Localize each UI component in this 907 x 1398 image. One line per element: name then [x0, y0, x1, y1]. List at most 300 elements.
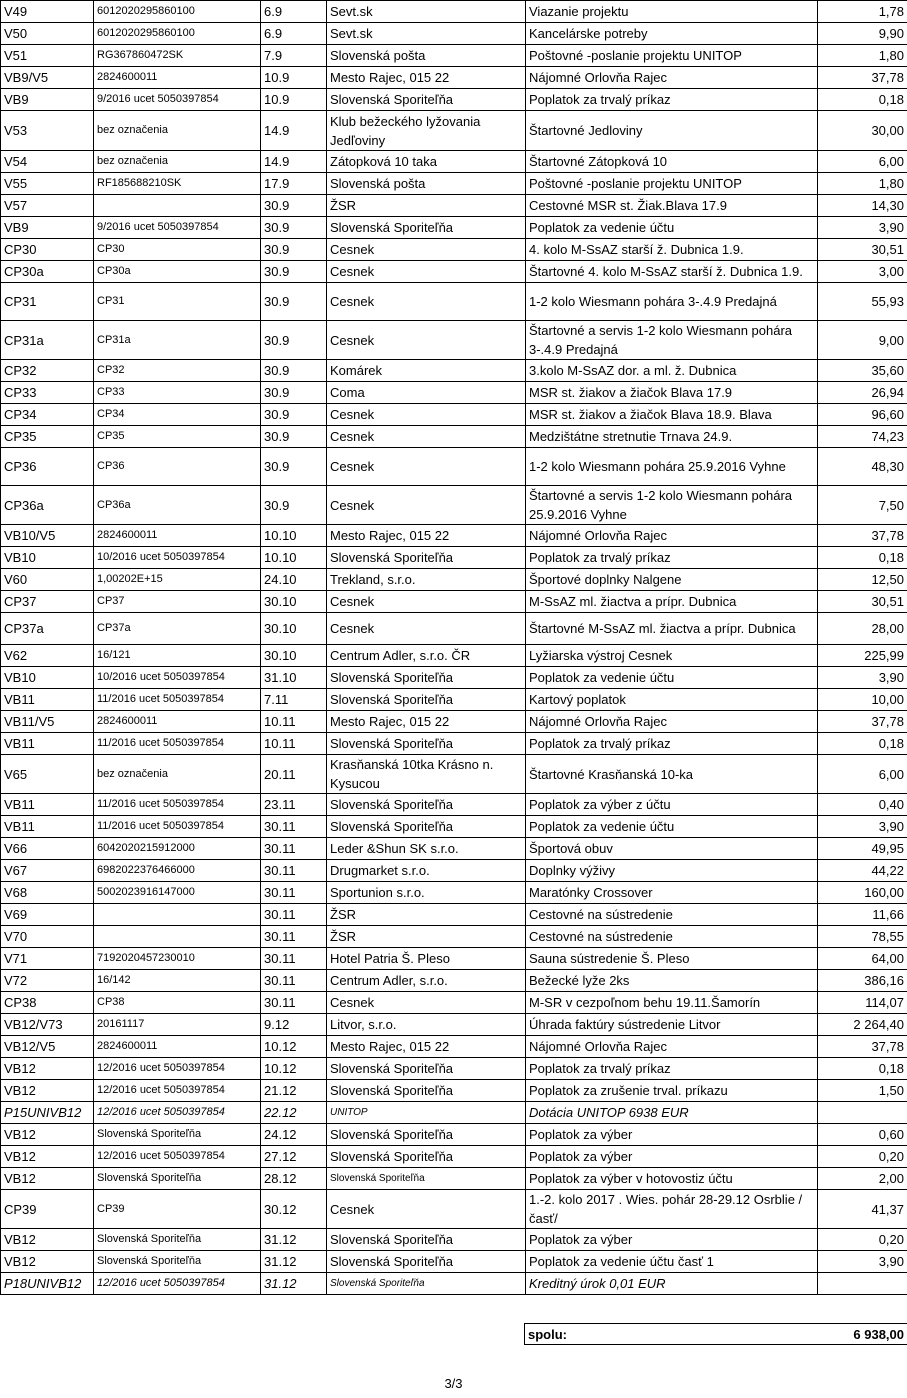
row-id: V68: [1, 882, 94, 904]
row-document: 2824600011: [94, 1036, 261, 1058]
row-id: V67: [1, 860, 94, 882]
row-id: VB10/V5: [1, 525, 94, 547]
row-date: 31.12: [261, 1251, 327, 1273]
row-description: Doplnky výživy: [526, 860, 818, 882]
row-description: M-SR v cezpoľnom behu 19.11.Šamorín: [526, 992, 818, 1014]
row-partner: Centrum Adler, s.r.o. ČR: [327, 645, 526, 667]
row-document: 2824600011: [94, 711, 261, 733]
table-row: [1, 1229, 907, 1251]
row-date: 10.9: [261, 67, 327, 89]
row-id: VB12: [1, 1168, 94, 1190]
row-date: 30.11: [261, 992, 327, 1014]
table-row: [1, 569, 907, 591]
row-document: Slovenská Sporiteľňa: [94, 1251, 261, 1273]
row-amount: 2 264,40: [818, 1014, 907, 1036]
table-row: [1, 711, 907, 733]
row-description: Štartovné Zátopková 10: [526, 151, 818, 173]
row-id: V60: [1, 569, 94, 591]
row-partner: Slovenská Sporiteľňa: [327, 1058, 526, 1080]
row-description: Nájomné Orlovňa Rajec: [526, 1036, 818, 1058]
row-description: Cestovné na sústredenie: [526, 926, 818, 948]
row-amount: 74,23: [818, 426, 907, 448]
row-partner: Mesto Rajec, 015 22: [327, 67, 526, 89]
table-row: [1, 970, 907, 992]
row-description: Poplatok za zrušenie trval. príkazu: [526, 1080, 818, 1102]
row-id: V65: [1, 755, 94, 794]
row-partner: ŽSR: [327, 904, 526, 926]
row-description: Štartovné M-SsAZ ml. žiactva a prípr. Dubnica: [526, 613, 818, 645]
row-description: Dotácia UNITOP 6938 EUR: [526, 1102, 818, 1124]
row-amount: 37,78: [818, 711, 907, 733]
row-date: 30.9: [261, 283, 327, 321]
row-date: 30.11: [261, 860, 327, 882]
row-amount: 9,00: [818, 321, 907, 360]
row-partner: Slovenská Sporiteľňa: [327, 1080, 526, 1102]
row-partner: Slovenská Sporiteľňa: [327, 1146, 526, 1168]
row-amount: 2,00: [818, 1168, 907, 1190]
row-date: 30.9: [261, 426, 327, 448]
table-row: [1, 426, 907, 448]
row-id: VB12/V73: [1, 1014, 94, 1036]
row-amount: 12,50: [818, 569, 907, 591]
row-id: V57: [1, 195, 94, 217]
table-row: [1, 1, 907, 23]
row-partner: Slovenská Sporiteľňa: [327, 733, 526, 755]
row-description: MSR st. žiakov a žiačok Blava 17.9: [526, 382, 818, 404]
row-document: 6042020215912000: [94, 838, 261, 860]
table-row: [1, 283, 907, 321]
row-partner: Slovenská Sporiteľňa: [327, 1229, 526, 1251]
row-partner: Slovenská Sporiteľňa: [327, 217, 526, 239]
row-description: Sauna sústredenie Š. Pleso: [526, 948, 818, 970]
row-amount: 64,00: [818, 948, 907, 970]
table-row: [1, 1251, 907, 1273]
row-id: CP31a: [1, 321, 94, 360]
row-amount: 30,00: [818, 111, 907, 151]
row-description: Cestovné na sústredenie: [526, 904, 818, 926]
row-document: CP30a: [94, 261, 261, 283]
table-row: [1, 23, 907, 45]
row-amount: 14,30: [818, 195, 907, 217]
row-document: RF185688210SK: [94, 173, 261, 195]
row-document: 20161117: [94, 1014, 261, 1036]
row-amount: 48,30: [818, 448, 907, 486]
row-document: 11/2016 ucet 5050397854: [94, 816, 261, 838]
table-row: [1, 948, 907, 970]
table-row: [1, 904, 907, 926]
row-partner: Slovenská Sporiteľňa: [327, 1251, 526, 1273]
row-description: Poplatok za vedenie účtu: [526, 217, 818, 239]
row-amount: 0,20: [818, 1146, 907, 1168]
row-document: 12/2016 ucet 5050397854: [94, 1058, 261, 1080]
row-partner: Cesnek: [327, 426, 526, 448]
row-date: 30.11: [261, 970, 327, 992]
row-partner: Cesnek: [327, 486, 526, 525]
table-row: [1, 613, 907, 645]
row-date: 30.9: [261, 448, 327, 486]
row-description: 3.kolo M-SsAZ dor. a ml. ž. Dubnica: [526, 360, 818, 382]
table-row: [1, 111, 907, 151]
row-document: CP38: [94, 992, 261, 1014]
row-document: bez označenia: [94, 111, 261, 151]
row-amount: 9,90: [818, 23, 907, 45]
row-amount: 0,60: [818, 1124, 907, 1146]
row-amount: 160,00: [818, 882, 907, 904]
row-description: 1.-2. kolo 2017 . Wies. pohár 28-29.12 Osrblie /časť/: [526, 1190, 818, 1229]
row-description: Športové doplnky Nalgene: [526, 569, 818, 591]
row-partner: Slovenská pošta: [327, 173, 526, 195]
row-partner: Mesto Rajec, 015 22: [327, 711, 526, 733]
row-document: Slovenská Sporiteľňa: [94, 1168, 261, 1190]
row-amount: 11,66: [818, 904, 907, 926]
row-document: 10/2016 ucet 5050397854: [94, 547, 261, 569]
row-id: P15UNIVB12: [1, 1102, 94, 1124]
row-partner: Cesnek: [327, 283, 526, 321]
row-description: Športová obuv: [526, 838, 818, 860]
table-row: [1, 860, 907, 882]
row-id: VB9: [1, 89, 94, 111]
table-row: [1, 173, 907, 195]
row-date: 27.12: [261, 1146, 327, 1168]
row-id: VB9: [1, 217, 94, 239]
row-id: VB11: [1, 733, 94, 755]
row-description: M-SsAZ ml. žiactva a prípr. Dubnica: [526, 591, 818, 613]
row-amount: 28,00: [818, 613, 907, 645]
row-date: 31.12: [261, 1229, 327, 1251]
row-date: 10.11: [261, 711, 327, 733]
row-description: Lyžiarska výstroj Cesnek: [526, 645, 818, 667]
row-id: VB11: [1, 816, 94, 838]
table-row: [1, 591, 907, 613]
row-date: 28.12: [261, 1168, 327, 1190]
row-date: 17.9: [261, 173, 327, 195]
row-partner: Slovenská Sporiteľňa: [327, 547, 526, 569]
row-id: VB11: [1, 689, 94, 711]
row-id: VB12: [1, 1058, 94, 1080]
table-row: [1, 404, 907, 426]
table-row: [1, 261, 907, 283]
row-document: 1,00202E+15: [94, 569, 261, 591]
row-document: 16/121: [94, 645, 261, 667]
row-document: 11/2016 ucet 5050397854: [94, 689, 261, 711]
row-partner: Cesnek: [327, 448, 526, 486]
row-id: V54: [1, 151, 94, 173]
row-date: 24.10: [261, 569, 327, 591]
row-partner: Sevt.sk: [327, 1, 526, 23]
row-document: 12/2016 ucet 5050397854: [94, 1080, 261, 1102]
row-partner: Slovenská pošta: [327, 45, 526, 67]
row-partner: Sportunion s.r.o.: [327, 882, 526, 904]
row-date: 24.12: [261, 1124, 327, 1146]
row-document: 2824600011: [94, 525, 261, 547]
row-amount: 3,90: [818, 816, 907, 838]
row-date: 10.12: [261, 1058, 327, 1080]
row-date: 30.9: [261, 239, 327, 261]
row-partner: Cesnek: [327, 261, 526, 283]
row-date: 30.9: [261, 321, 327, 360]
total-box: [524, 1323, 907, 1345]
row-date: 10.11: [261, 733, 327, 755]
total-label: spolu:: [528, 1326, 567, 1342]
row-id: V70: [1, 926, 94, 948]
page-number: 3/3: [444, 1376, 463, 1391]
row-document: CP39: [94, 1190, 261, 1229]
row-amount: 6,00: [818, 151, 907, 173]
row-date: 6.9: [261, 23, 327, 45]
table-row: [1, 816, 907, 838]
row-document: CP31: [94, 283, 261, 321]
row-document: Slovenská Sporiteľňa: [94, 1229, 261, 1251]
row-partner: Cesnek: [327, 1190, 526, 1229]
row-date: 7.11: [261, 689, 327, 711]
row-id: CP30a: [1, 261, 94, 283]
row-document: 12/2016 ucet 5050397854: [94, 1102, 261, 1124]
row-date: 30.9: [261, 382, 327, 404]
row-document: 7192020457230010: [94, 948, 261, 970]
row-amount: 0,18: [818, 89, 907, 111]
row-description: Kartový poplatok: [526, 689, 818, 711]
row-date: 30.9: [261, 217, 327, 239]
table-row: [1, 239, 907, 261]
row-id: CP31: [1, 283, 94, 321]
row-partner: Krasňanská 10tka Krásno n. Kysucou: [327, 755, 526, 794]
table-row: [1, 151, 907, 173]
row-partner: Coma: [327, 382, 526, 404]
table-row: [1, 321, 907, 360]
row-id: CP33: [1, 382, 94, 404]
row-partner: Komárek: [327, 360, 526, 382]
row-document: CP37a: [94, 613, 261, 645]
table-row: [1, 645, 907, 667]
row-partner: ŽSR: [327, 926, 526, 948]
row-id: V69: [1, 904, 94, 926]
row-id: VB9/V5: [1, 67, 94, 89]
row-partner: Trekland, s.r.o.: [327, 569, 526, 591]
table-row: [1, 1190, 907, 1229]
row-description: Nájomné Orlovňa Rajec: [526, 67, 818, 89]
row-date: 6.9: [261, 1, 327, 23]
row-description: Poplatok za vedenie účtu: [526, 667, 818, 689]
row-id: VB10: [1, 547, 94, 569]
row-amount: [818, 1273, 907, 1295]
row-amount: 0,18: [818, 1058, 907, 1080]
row-document: CP30: [94, 239, 261, 261]
row-amount: 78,55: [818, 926, 907, 948]
row-date: 30.10: [261, 645, 327, 667]
table-row: [1, 195, 907, 217]
row-id: VB10: [1, 667, 94, 689]
row-amount: 3,90: [818, 667, 907, 689]
row-partner: Cesnek: [327, 613, 526, 645]
row-document: CP31a: [94, 321, 261, 360]
total-value: 6 938,00: [853, 1326, 904, 1342]
row-date: 30.11: [261, 948, 327, 970]
row-partner: Hotel Patria Š. Pleso: [327, 948, 526, 970]
table-row: [1, 360, 907, 382]
row-partner: Klub bežeckého lyžovania Jedľoviny: [327, 111, 526, 151]
row-description: Nájomné Orlovňa Rajec: [526, 711, 818, 733]
table-row: [1, 382, 907, 404]
row-amount: 30,51: [818, 591, 907, 613]
row-document: CP37: [94, 591, 261, 613]
row-id: V71: [1, 948, 94, 970]
row-id: CP34: [1, 404, 94, 426]
row-description: Poplatok za trvalý príkaz: [526, 89, 818, 111]
row-amount: 1,80: [818, 173, 907, 195]
row-amount: 1,80: [818, 45, 907, 67]
row-document: 12/2016 ucet 5050397854: [94, 1146, 261, 1168]
row-amount: 10,00: [818, 689, 907, 711]
table-row: [1, 926, 907, 948]
row-document: bez označenia: [94, 755, 261, 794]
table-row: [1, 1036, 907, 1058]
row-amount: 3,90: [818, 1251, 907, 1273]
row-partner: Cesnek: [327, 591, 526, 613]
row-partner: Cesnek: [327, 404, 526, 426]
row-amount: 225,99: [818, 645, 907, 667]
row-document: 11/2016 ucet 5050397854: [94, 733, 261, 755]
row-date: 30.11: [261, 926, 327, 948]
table-row: [1, 1058, 907, 1080]
row-amount: 0,18: [818, 547, 907, 569]
row-id: CP37a: [1, 613, 94, 645]
table-row: [1, 217, 907, 239]
row-description: Štartovné Jedloviny: [526, 111, 818, 151]
row-amount: 0,40: [818, 794, 907, 816]
row-description: Poplatok za trvalý príkaz: [526, 547, 818, 569]
row-document: CP32: [94, 360, 261, 382]
row-date: 31.10: [261, 667, 327, 689]
row-partner: Slovenská Sporiteľňa: [327, 1168, 526, 1190]
row-description: Bežecké lyže 2ks: [526, 970, 818, 992]
row-partner: Drugmarket s.r.o.: [327, 860, 526, 882]
row-description: Štartovné 4. kolo M-SsAZ starší ž. Dubnica 1.9.: [526, 261, 818, 283]
row-document: [94, 904, 261, 926]
row-date: 30.9: [261, 486, 327, 525]
table-row: [1, 486, 907, 525]
row-description: Štartovné Krasňanská 10-ka: [526, 755, 818, 794]
row-amount: 7,50: [818, 486, 907, 525]
row-id: VB12: [1, 1124, 94, 1146]
row-date: 22.12: [261, 1102, 327, 1124]
row-amount: 41,37: [818, 1190, 907, 1229]
row-amount: 26,94: [818, 382, 907, 404]
row-date: 30.12: [261, 1190, 327, 1229]
row-description: Poplatok za výber: [526, 1229, 818, 1251]
row-date: 30.9: [261, 404, 327, 426]
row-description: Cestovné MSR st. Žiak.Blava 17.9: [526, 195, 818, 217]
row-description: Maratónky Crossover: [526, 882, 818, 904]
row-description: Poplatok za vedenie účtu: [526, 816, 818, 838]
row-date: 20.11: [261, 755, 327, 794]
row-description: Kancelárske potreby: [526, 23, 818, 45]
row-amount: 3,90: [818, 217, 907, 239]
row-amount: 37,78: [818, 67, 907, 89]
row-date: 7.9: [261, 45, 327, 67]
row-partner: Leder &Shun SK s.r.o.: [327, 838, 526, 860]
row-id: V50: [1, 23, 94, 45]
row-partner: Slovenská Sporiteľňa: [327, 1273, 526, 1295]
row-date: 23.11: [261, 794, 327, 816]
row-document: 16/142: [94, 970, 261, 992]
row-date: 30.9: [261, 261, 327, 283]
row-description: Poplatok za výber v hotovostiz účtu: [526, 1168, 818, 1190]
row-partner: ŽSR: [327, 195, 526, 217]
table-row: [1, 733, 907, 755]
row-amount: 6,00: [818, 755, 907, 794]
table-row: [1, 838, 907, 860]
row-amount: 35,60: [818, 360, 907, 382]
row-id: V51: [1, 45, 94, 67]
row-id: CP30: [1, 239, 94, 261]
row-document: 6012020295860100: [94, 1, 261, 23]
row-description: Poštovné -poslanie projektu UNITOP: [526, 173, 818, 195]
row-partner: Mesto Rajec, 015 22: [327, 1036, 526, 1058]
row-amount: 37,78: [818, 1036, 907, 1058]
row-date: 10.9: [261, 89, 327, 111]
row-description: Poplatok za výber z účtu: [526, 794, 818, 816]
row-amount: 114,07: [818, 992, 907, 1014]
row-date: 30.10: [261, 591, 327, 613]
table-row: [1, 1273, 907, 1295]
row-id: CP38: [1, 992, 94, 1014]
row-partner: Litvor, s.r.o.: [327, 1014, 526, 1036]
row-id: VB11: [1, 794, 94, 816]
row-document: [94, 926, 261, 948]
row-partner: Slovenská Sporiteľňa: [327, 816, 526, 838]
table-row: [1, 689, 907, 711]
row-date: 10.12: [261, 1036, 327, 1058]
row-id: CP35: [1, 426, 94, 448]
row-date: 21.12: [261, 1080, 327, 1102]
row-id: VB12: [1, 1080, 94, 1102]
row-id: CP36: [1, 448, 94, 486]
table-row: [1, 1146, 907, 1168]
row-id: V72: [1, 970, 94, 992]
row-amount: 55,93: [818, 283, 907, 321]
row-description: 1-2 kolo Wiesmann pohára 3-.4.9 Predajná: [526, 283, 818, 321]
row-amount: 37,78: [818, 525, 907, 547]
row-date: 30.10: [261, 613, 327, 645]
row-date: 30.11: [261, 882, 327, 904]
row-document: 12/2016 ucet 5050397854: [94, 1273, 261, 1295]
row-id: CP32: [1, 360, 94, 382]
row-document: 2824600011: [94, 67, 261, 89]
row-id: CP36a: [1, 486, 94, 525]
row-partner: Cesnek: [327, 992, 526, 1014]
row-id: V62: [1, 645, 94, 667]
row-document: 9/2016 ucet 5050397854: [94, 89, 261, 111]
row-date: 30.11: [261, 904, 327, 926]
row-date: 10.10: [261, 525, 327, 547]
row-document: 9/2016 ucet 5050397854: [94, 217, 261, 239]
table-row: [1, 1124, 907, 1146]
row-document: CP36a: [94, 486, 261, 525]
row-partner: Slovenská Sporiteľňa: [327, 794, 526, 816]
row-date: 30.9: [261, 360, 327, 382]
row-document: RG367860472SK: [94, 45, 261, 67]
row-description: Štartovné a servis 1-2 kolo Wiesmann pohára 25.9.2016 Vyhne: [526, 486, 818, 525]
table-row: [1, 448, 907, 486]
row-amount: 0,20: [818, 1229, 907, 1251]
row-description: Poplatok za vedenie účtu časť 1: [526, 1251, 818, 1273]
row-document: 11/2016 ucet 5050397854: [94, 794, 261, 816]
row-amount: 1,78: [818, 1, 907, 23]
row-description: Medzištátne stretnutie Trnava 24.9.: [526, 426, 818, 448]
table-row: [1, 45, 907, 67]
row-description: Štartovné a servis 1-2 kolo Wiesmann pohára 3-.4.9 Predajná: [526, 321, 818, 360]
row-date: 30.9: [261, 195, 327, 217]
